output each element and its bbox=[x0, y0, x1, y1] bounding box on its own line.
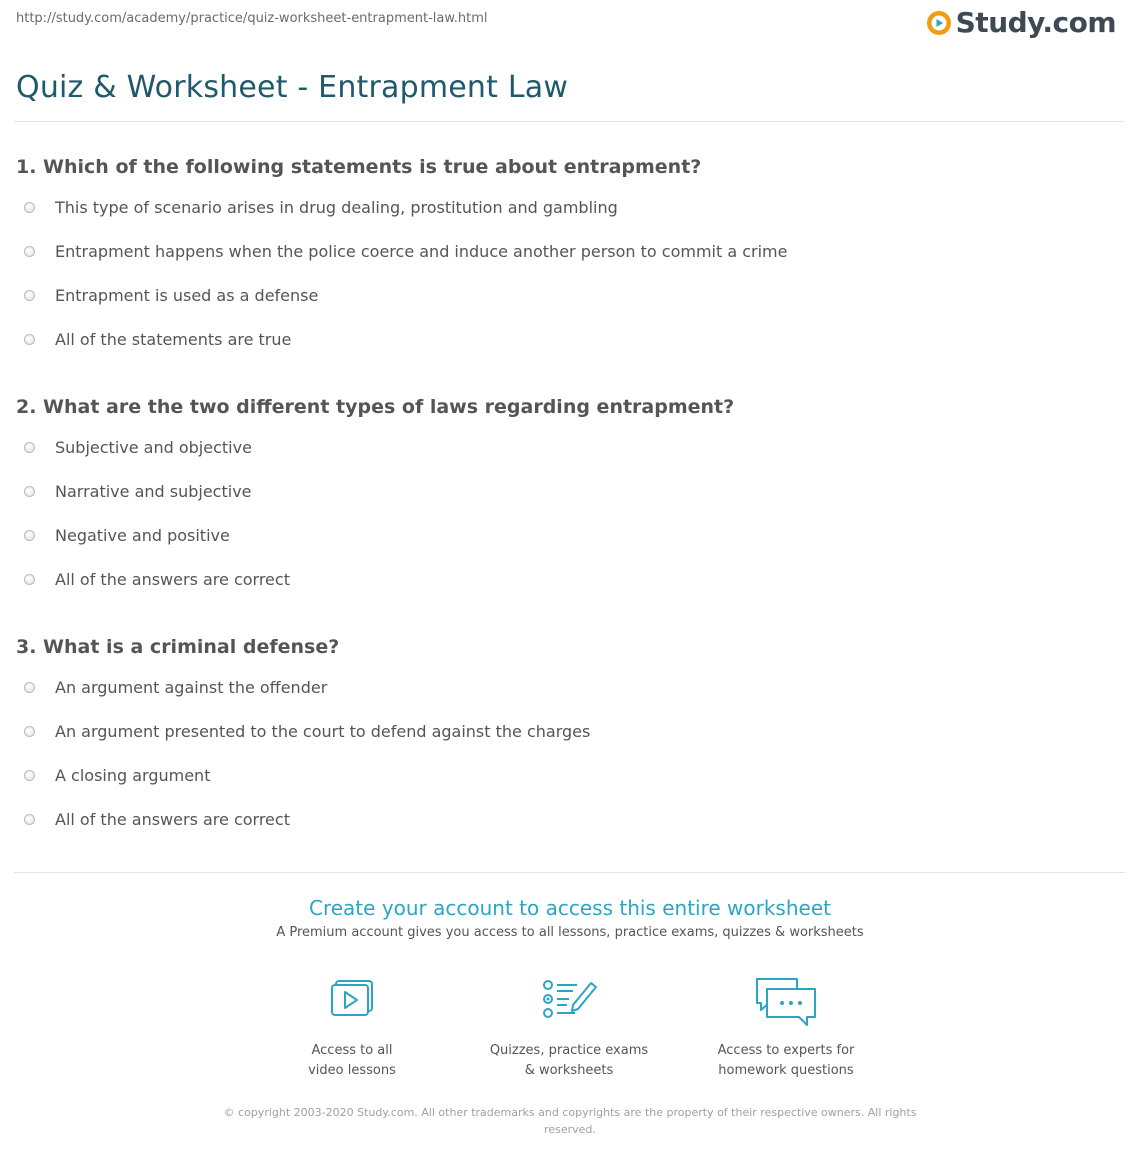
answer-label: A closing argument bbox=[55, 765, 211, 785]
question-title: 1. Which of the following statements is true about entrapment? bbox=[16, 156, 702, 178]
answer-label: All of the answers are correct bbox=[55, 569, 290, 589]
chat-bubbles-icon bbox=[753, 975, 819, 1031]
answer-label: An argument presented to the court to defend against the charges bbox=[55, 721, 591, 741]
cta-title-link[interactable]: Create your account to access this entire worksheet bbox=[309, 896, 831, 920]
header-bar bbox=[0, 0, 1140, 50]
answer-option[interactable] bbox=[16, 280, 1116, 324]
answer-option[interactable] bbox=[16, 672, 1116, 716]
radio-button[interactable] bbox=[24, 334, 35, 345]
answer-label: Narrative and subjective bbox=[55, 481, 252, 501]
radio-button[interactable] bbox=[24, 246, 35, 257]
question-3 bbox=[16, 635, 1116, 848]
answer-option[interactable] bbox=[16, 476, 1116, 520]
radio-button[interactable] bbox=[24, 486, 35, 497]
title-divider bbox=[14, 121, 1125, 122]
video-lesson-icon bbox=[322, 975, 382, 1031]
signup-cta bbox=[0, 895, 1140, 940]
feature-label-line: Access to experts for bbox=[717, 1043, 855, 1058]
answer-option[interactable] bbox=[16, 432, 1116, 476]
feature-experts bbox=[686, 975, 886, 1081]
study-logo[interactable] bbox=[926, 6, 1116, 39]
answer-option[interactable] bbox=[16, 760, 1116, 804]
answer-option[interactable] bbox=[16, 236, 1116, 280]
logo-text: Study.com bbox=[955, 6, 1116, 39]
answer-option[interactable] bbox=[16, 716, 1116, 760]
cta-subtitle: A Premium account gives you access to all lessons, practice exams, quizzes & worksheets bbox=[276, 925, 864, 940]
radio-button[interactable] bbox=[24, 770, 35, 781]
page-url: http://study.com/academy/practice/quiz-worksheet-entrapment-law.html bbox=[16, 11, 488, 26]
answer-label: All of the answers are correct bbox=[55, 809, 290, 829]
answer-label: Entrapment is used as a defense bbox=[55, 285, 319, 305]
feature-label bbox=[469, 1041, 669, 1081]
question-title: 3. What is a criminal defense? bbox=[16, 636, 340, 658]
radio-button[interactable] bbox=[24, 574, 35, 585]
radio-button[interactable] bbox=[24, 682, 35, 693]
answer-label: Negative and positive bbox=[55, 525, 230, 545]
feature-label bbox=[686, 1041, 886, 1081]
feature-label-line: homework questions bbox=[718, 1063, 854, 1078]
footer bbox=[0, 1104, 1140, 1138]
feature-video-lessons bbox=[252, 975, 452, 1081]
logo-play-icon bbox=[926, 10, 952, 36]
feature-label-line: Quizzes, practice exams bbox=[489, 1043, 649, 1058]
question-2 bbox=[16, 395, 1116, 608]
answer-label: An argument against the offender bbox=[55, 677, 328, 697]
copyright-text: © copyright 2003-2020 Study.com. All other trademarks and copyrights are the property of their respective owners. All rights reserved. bbox=[223, 1106, 917, 1136]
feature-label-line: & worksheets bbox=[524, 1063, 614, 1078]
answer-option[interactable] bbox=[16, 324, 1116, 368]
feature-label-line: Access to all bbox=[311, 1043, 393, 1058]
quiz-checklist-icon bbox=[539, 975, 599, 1031]
feature-quizzes bbox=[469, 975, 669, 1081]
radio-button[interactable] bbox=[24, 442, 35, 453]
answer-label: This type of scenario arises in drug dealing, prostitution and gambling bbox=[55, 197, 618, 217]
question-1 bbox=[16, 155, 1116, 368]
feature-label bbox=[252, 1041, 452, 1081]
answer-label: All of the statements are true bbox=[55, 329, 292, 349]
page-title: Quiz & Worksheet - Entrapment Law bbox=[16, 70, 569, 105]
feature-label-line: video lessons bbox=[308, 1063, 396, 1078]
radio-button[interactable] bbox=[24, 814, 35, 825]
answer-label: Entrapment happens when the police coerce and induce another person to commit a crime bbox=[55, 241, 788, 261]
radio-button[interactable] bbox=[24, 290, 35, 301]
question-title: 2. What are the two different types of laws regarding entrapment? bbox=[16, 396, 735, 418]
radio-button[interactable] bbox=[24, 202, 35, 213]
answer-label: Subjective and objective bbox=[55, 437, 252, 457]
answer-option[interactable] bbox=[16, 192, 1116, 236]
radio-button[interactable] bbox=[24, 530, 35, 541]
radio-button[interactable] bbox=[24, 726, 35, 737]
answer-option[interactable] bbox=[16, 520, 1116, 564]
cta-divider bbox=[14, 872, 1125, 873]
answer-option[interactable] bbox=[16, 804, 1116, 848]
answer-option[interactable] bbox=[16, 564, 1116, 608]
